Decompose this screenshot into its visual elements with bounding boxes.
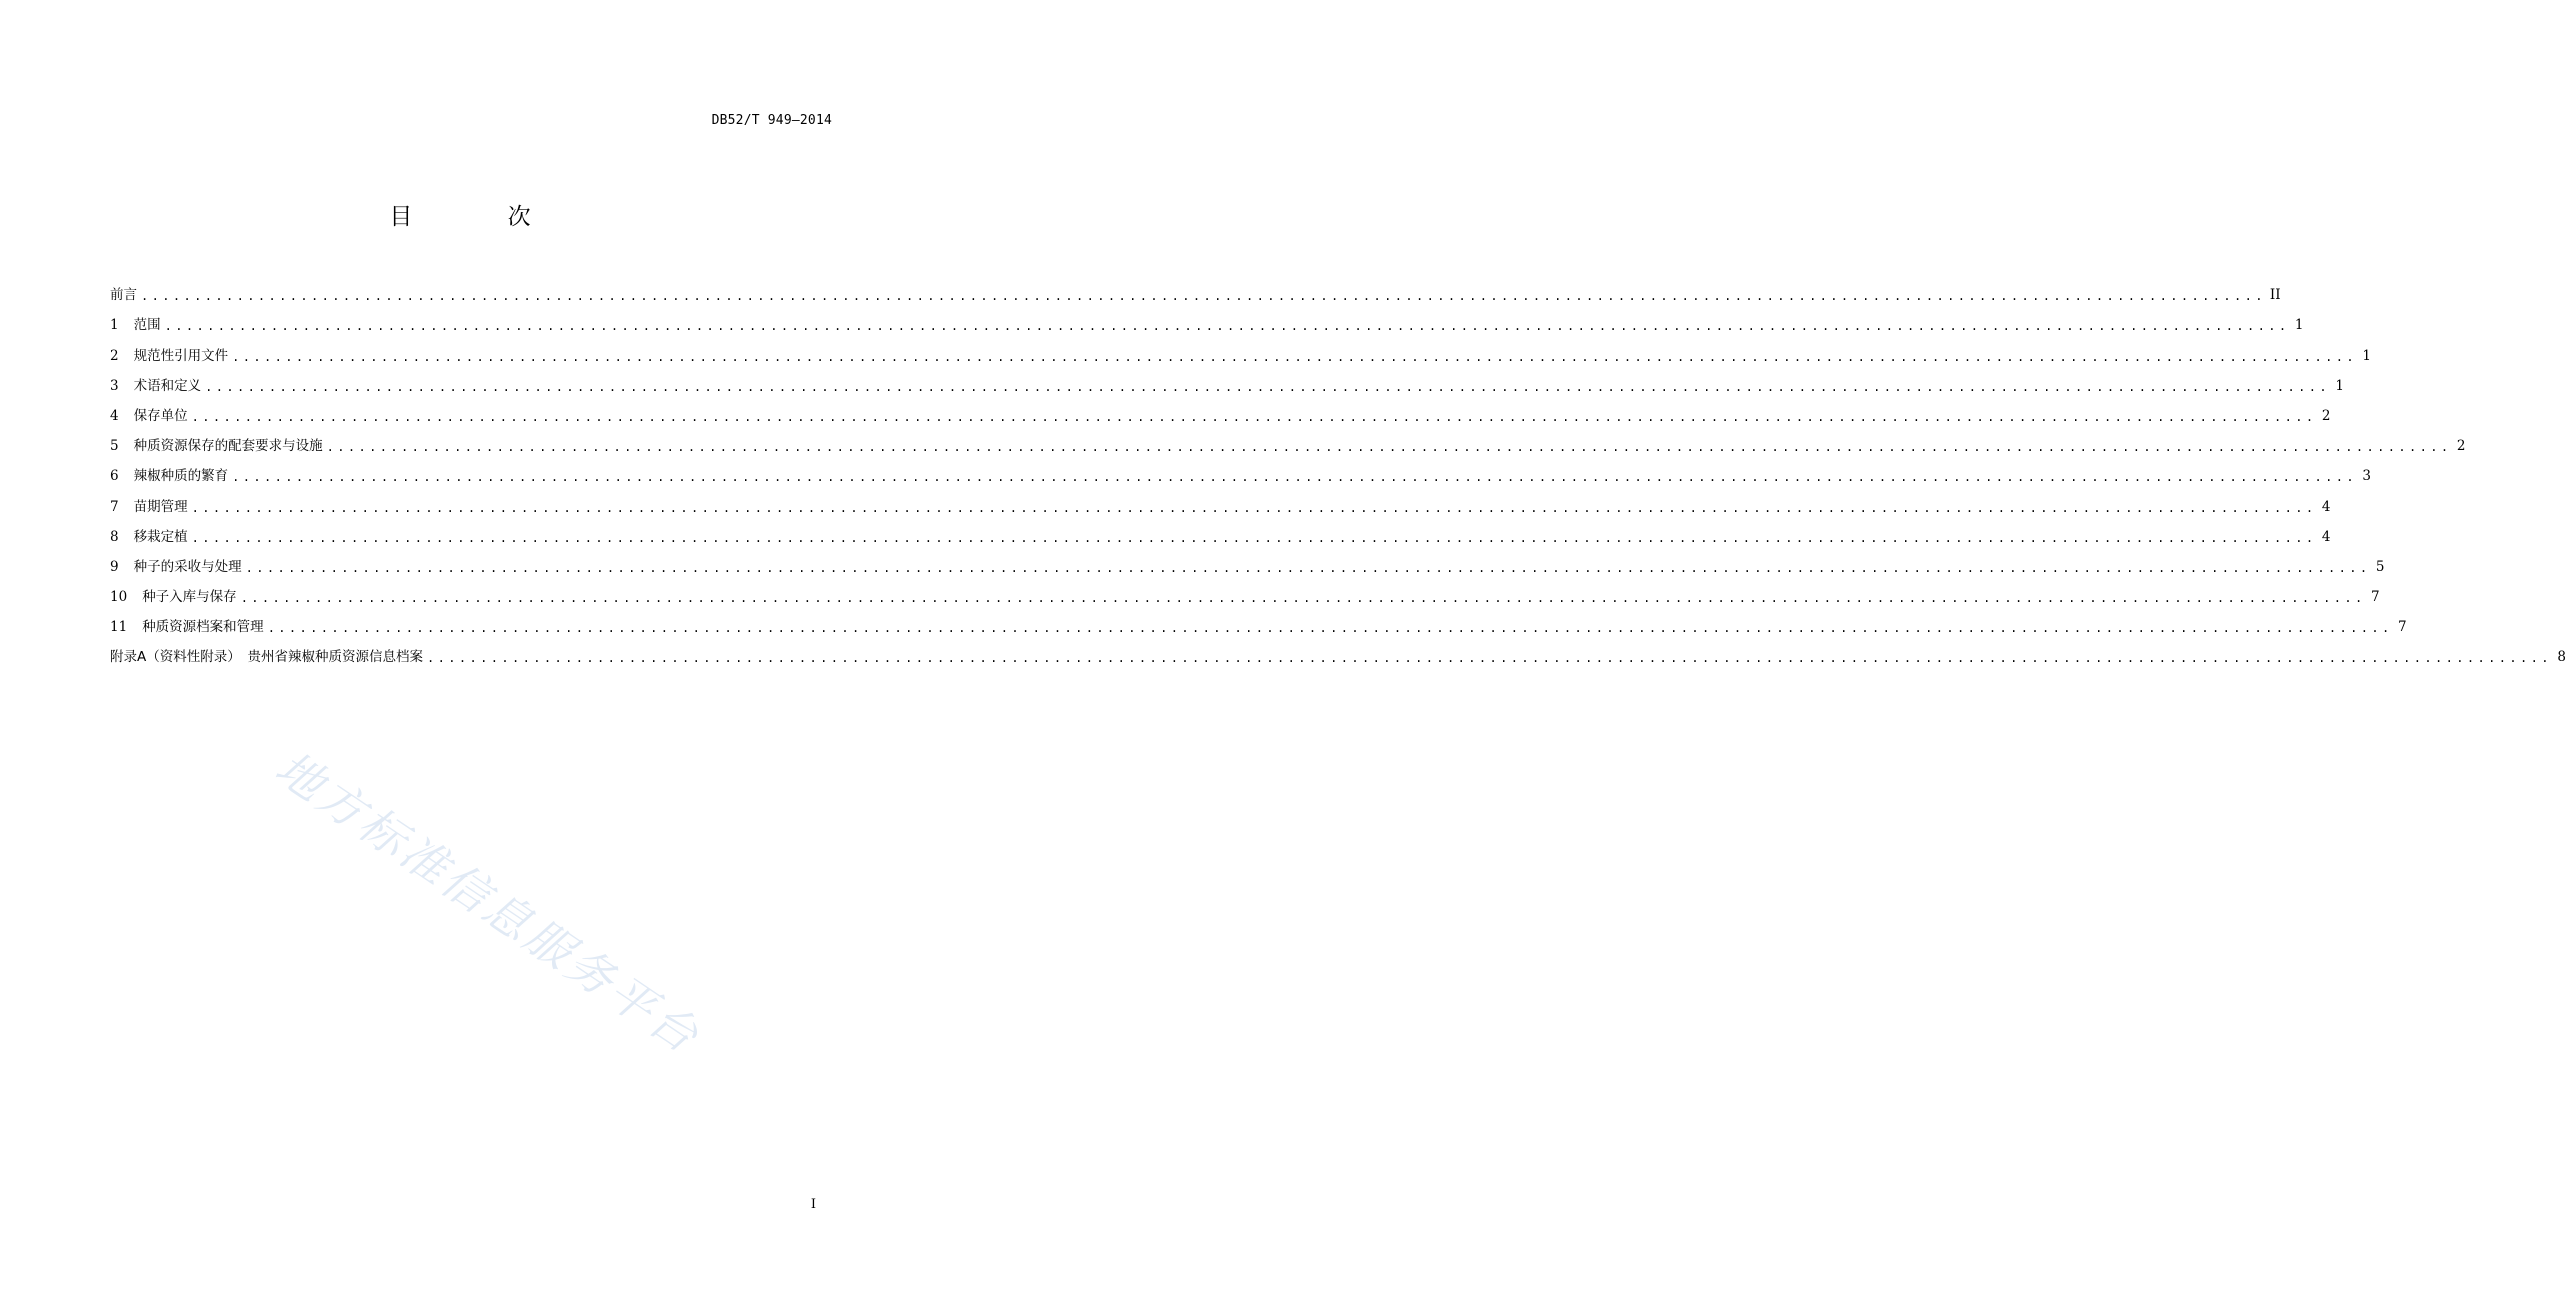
dot-leader: ........................................................................................................................................................................................................ [191, 500, 2317, 515]
toc-entry-4[interactable] [110, 397, 2331, 427]
dot-leader: ........................................................................................................................................................................................................ [141, 289, 2266, 304]
dot-leader: ........................................................................................................................................................................................................ [191, 530, 2317, 545]
toc-entry-label: 苗期管理 [133, 498, 188, 515]
dot-leader: ........................................................................................................................................................................................................ [245, 560, 2371, 575]
dot-leader: ........................................................................................................................................................................................................ [267, 621, 2393, 636]
toc-entry-8[interactable] [110, 518, 2331, 548]
toc-entry-9[interactable] [110, 548, 2385, 578]
page-number: I [810, 1197, 816, 1212]
toc-entry-page: 2 [2321, 407, 2331, 424]
toc-entry-number: 8 [110, 528, 119, 545]
toc-entry-label: 种质资源保存的配套要求与设施 [133, 438, 323, 455]
toc-entry-number: 7 [110, 498, 119, 515]
dot-leader: ........................................................................................................................................................................................................ [164, 319, 2290, 334]
toc-entry-page: II [2269, 287, 2281, 304]
toc-entry-page: 1 [2294, 317, 2304, 334]
toc-entry-appendix-a[interactable] [110, 638, 2566, 668]
toc-entry-page: 2 [2456, 438, 2466, 455]
watermark: 地方标准信息服务平台 [265, 740, 711, 1065]
toc-entry-label: 保存单位 [133, 407, 188, 424]
dot-leader: ........................................................................................................................................................................................................ [232, 470, 2358, 485]
toc-entry-2[interactable] [110, 336, 2372, 366]
toc-entry-label: 种子的采收与处理 [133, 558, 242, 575]
toc-entry-page: 3 [2362, 468, 2372, 485]
toc-entry-page: 5 [2375, 558, 2385, 575]
toc-entry-1[interactable] [110, 306, 2304, 336]
toc-entry-number: 5 [110, 438, 119, 455]
toc-entry-number: 11 [110, 619, 128, 636]
toc-entry-number: 6 [110, 468, 119, 485]
toc-entry-3[interactable] [110, 367, 2345, 397]
dot-leader: ........................................................................................................................................................................................................ [427, 651, 2552, 666]
toc-entry-label: 术语和定义 [133, 377, 202, 394]
toc-entry-page: 7 [2398, 619, 2407, 636]
toc-entry-label: 种质资源档案和管理 [142, 619, 264, 636]
toc-entry-10[interactable] [110, 578, 2380, 608]
toc-entry-11[interactable] [110, 608, 2407, 638]
dot-leader: ........................................................................................................................................................................................................ [232, 349, 2358, 364]
toc-entry-label: 范围 [133, 317, 161, 334]
toc-entry-number: 9 [110, 558, 119, 575]
toc-entry-label: 前言 [110, 287, 137, 304]
dot-leader: ........................................................................................................................................................................................................ [326, 440, 2452, 455]
dot-leader: ........................................................................................................................................................................................................ [205, 379, 2331, 394]
document-code: DB52/T 949—2014 [711, 113, 832, 128]
table-of-contents [110, 276, 2566, 668]
toc-entry-label: 移栽定植 [133, 528, 188, 545]
dot-leader: ........................................................................................................................................................................................................ [240, 591, 2366, 606]
toc-entry-number: 10 [110, 589, 128, 606]
toc-entry-number: 2 [110, 347, 119, 364]
toc-entry-number: 3 [110, 377, 119, 394]
toc-entry-foreword[interactable] [110, 276, 2281, 306]
toc-entry-page: 4 [2321, 528, 2331, 545]
toc-entry-label: 规范性引用文件 [133, 347, 229, 364]
toc-entry-number: 4 [110, 407, 119, 424]
toc-entry-label: 种子入库与保存 [142, 589, 237, 606]
toc-entry-page: 1 [2362, 347, 2372, 364]
toc-entry-page: 4 [2321, 498, 2331, 515]
toc-entry-page: 8 [2557, 649, 2566, 666]
toc-entry-7[interactable] [110, 487, 2331, 517]
toc-entry-number: 1 [110, 317, 119, 334]
toc-entry-page: 7 [2371, 589, 2380, 606]
toc-entry-5[interactable] [110, 427, 2466, 457]
toc-entry-page: 1 [2335, 377, 2345, 394]
toc-entry-label: 附录A（资料性附录） 贵州省辣椒种质资源信息档案 [110, 649, 423, 666]
toc-entry-6[interactable] [110, 457, 2372, 487]
dot-leader: ........................................................................................................................................................................................................ [191, 409, 2317, 424]
page-title: 目 次 [389, 204, 575, 230]
toc-entry-label: 辣椒种质的繁育 [133, 468, 229, 485]
